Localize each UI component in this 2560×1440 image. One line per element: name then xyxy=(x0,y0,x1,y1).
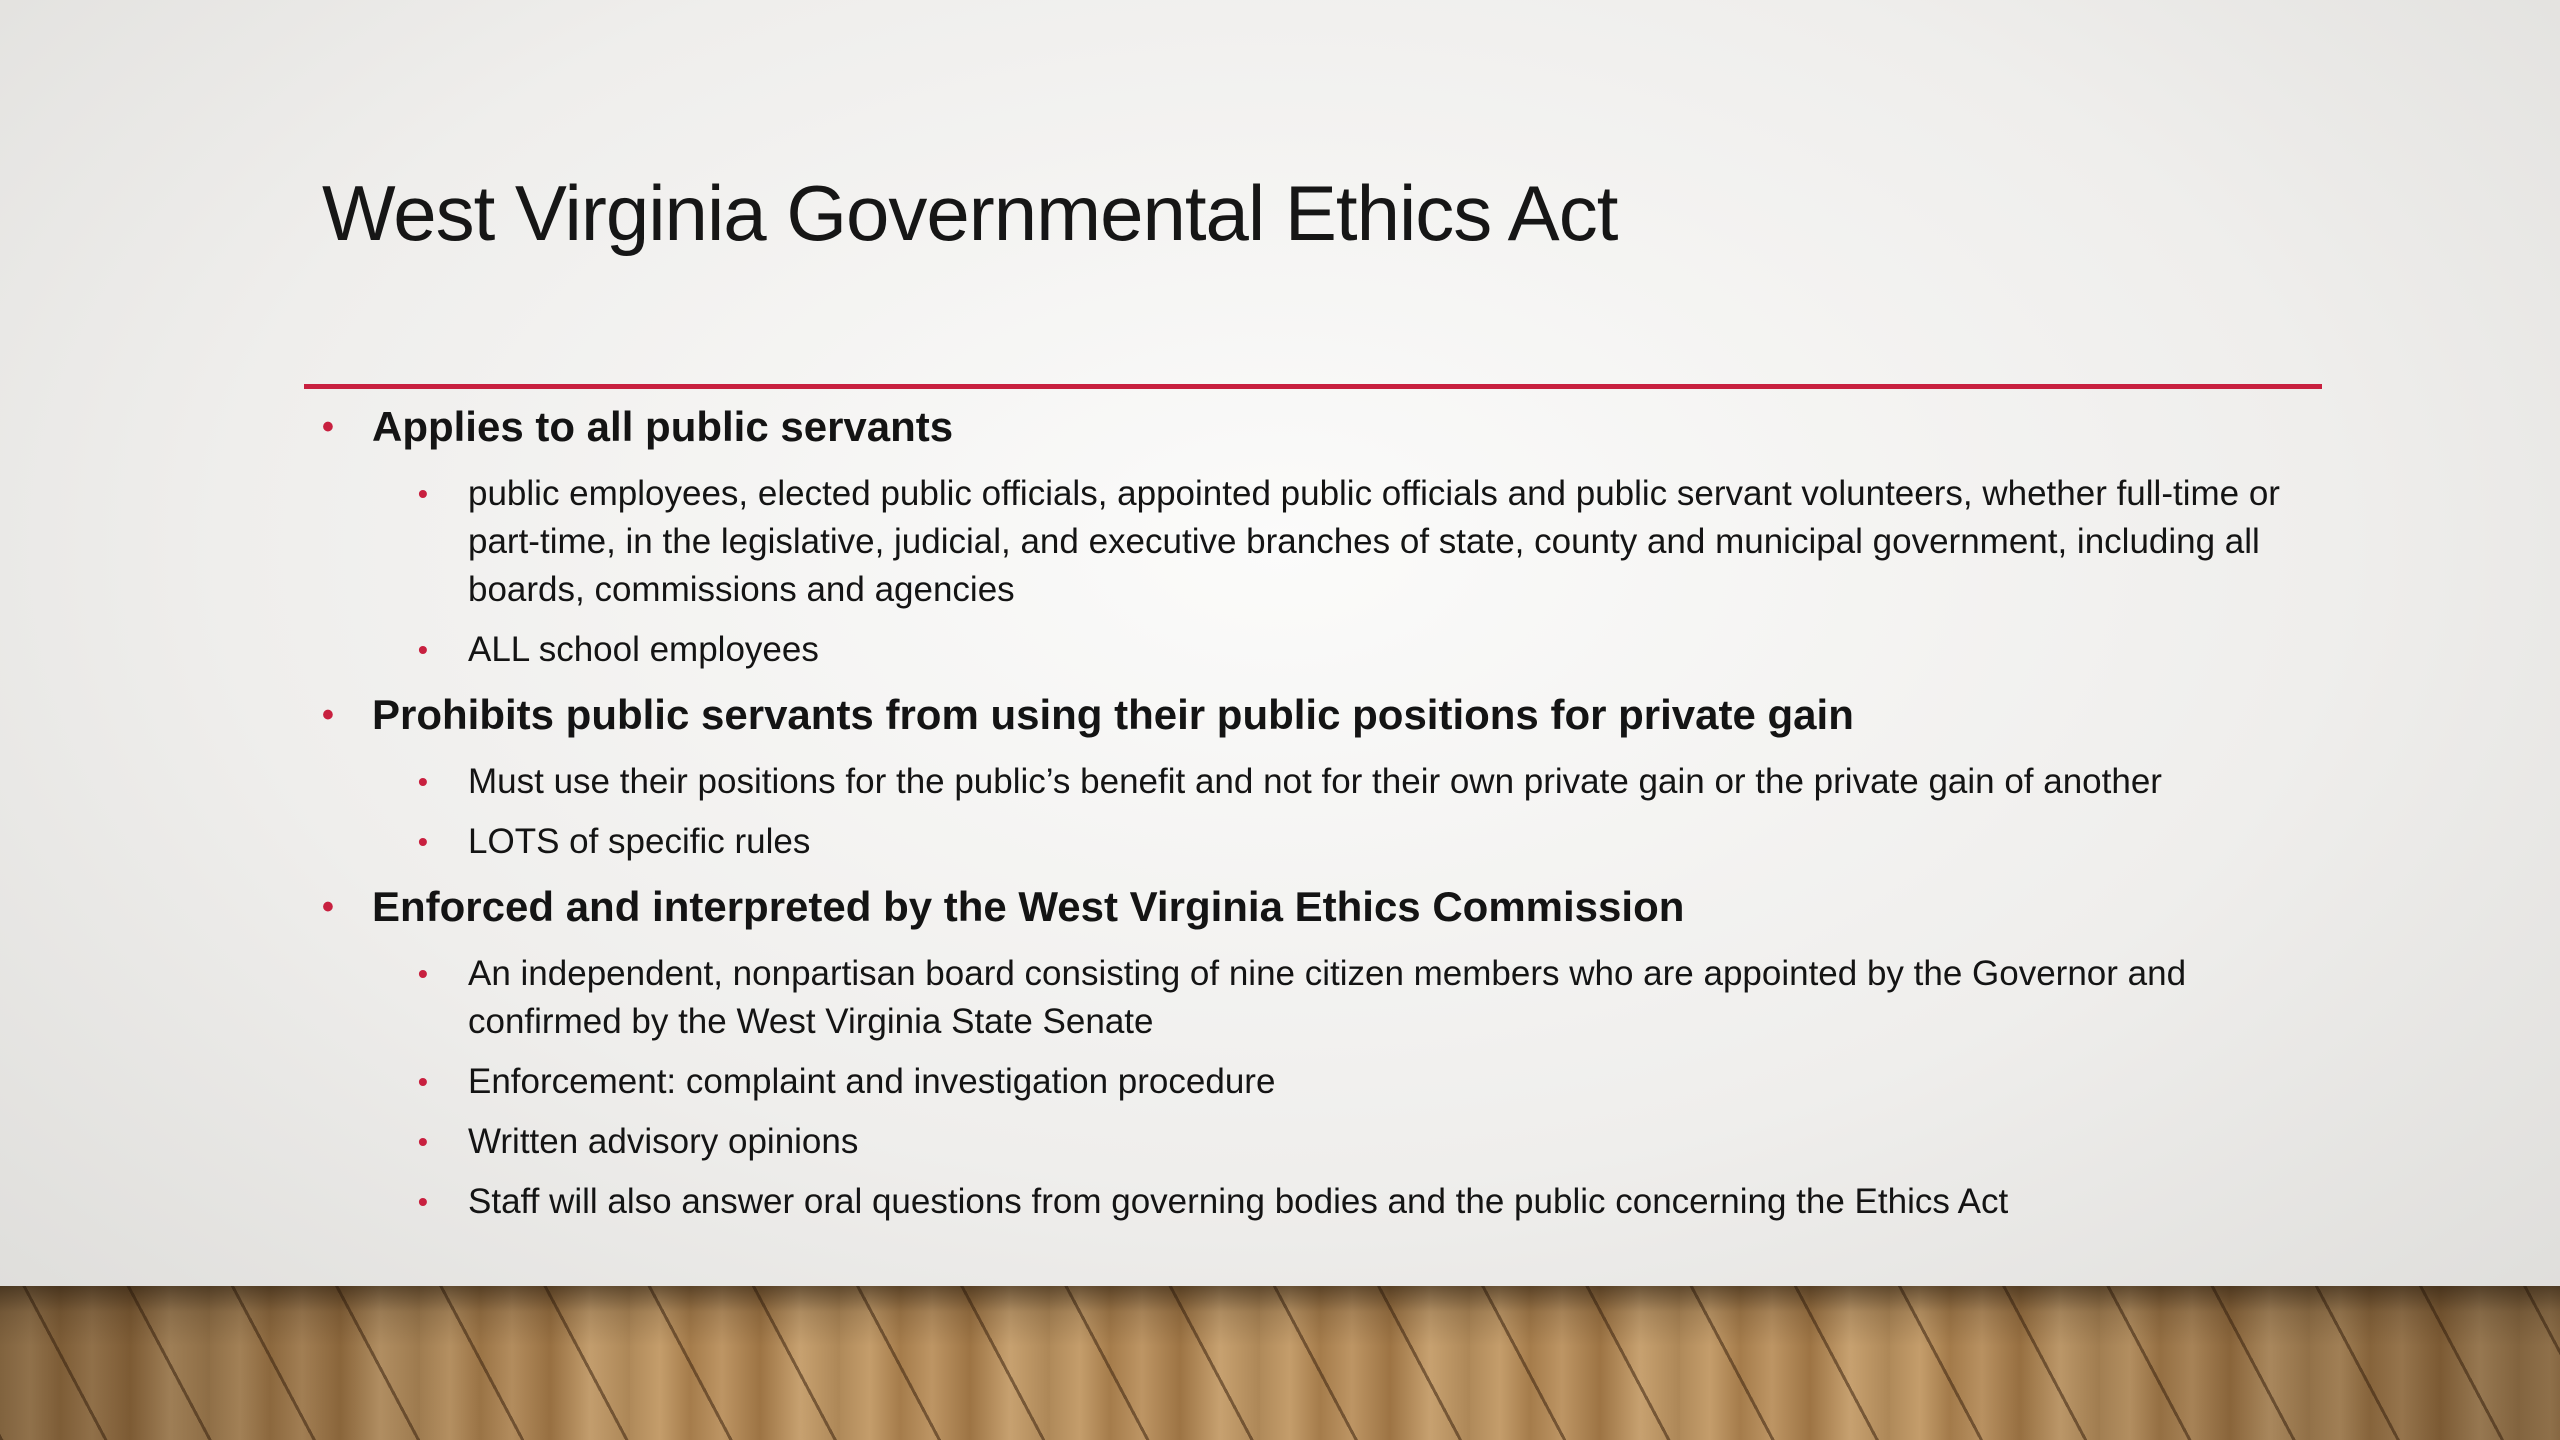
bullet-item-text: Must use their positions for the public’s benefit and not for their own private gain or the private gain of another xyxy=(468,762,2162,801)
bullet-item xyxy=(322,1118,2282,1166)
bullet-heading xyxy=(322,686,2282,744)
bullet-item-text: Enforcement: complaint and investigation procedure xyxy=(468,1062,1276,1101)
bullet-item xyxy=(322,626,2282,674)
bullet-item xyxy=(322,758,2282,806)
bullet-item xyxy=(322,1178,2282,1226)
bullet-heading xyxy=(322,878,2282,936)
bullet-item-text: LOTS of specific rules xyxy=(468,822,811,861)
bullet-icon: • xyxy=(322,408,334,446)
bullet-item xyxy=(322,1058,2282,1106)
bullet-icon: • xyxy=(418,1186,428,1217)
bullet-icon: • xyxy=(418,634,428,665)
wood-floor-background xyxy=(0,1286,2560,1440)
bullet-icon: • xyxy=(322,696,334,734)
bullet-item-text: public employees, elected public officials, appointed public officials and public servant volunteers, whether full-time or part-time, in the legislative, judicial, and executive branches of state, county and municipal government, including all boards, commissions and agencies xyxy=(468,474,2280,609)
bullet-item xyxy=(322,470,2282,614)
bullet-heading-text: Prohibits public servants from using their public positions for private gain xyxy=(372,691,1854,738)
bullet-item-text: Staff will also answer oral questions from governing bodies and the public concerning the Ethics Act xyxy=(468,1182,2009,1221)
bullet-heading xyxy=(322,398,2282,456)
bullet-item-text: Written advisory opinions xyxy=(468,1122,859,1161)
bullet-item-text: ALL school employees xyxy=(468,630,819,669)
bullet-heading-text: Applies to all public servants xyxy=(372,403,954,450)
bullet-item xyxy=(322,818,2282,866)
bullet-icon: • xyxy=(418,1126,428,1157)
bullet-icon: • xyxy=(322,888,334,926)
bullet-item-text: An independent, nonpartisan board consisting of nine citizen members who are appointed by the Governor and confirmed by the West Virginia State Senate xyxy=(468,954,2187,1041)
title-divider xyxy=(304,384,2322,389)
bullet-icon: • xyxy=(418,958,428,989)
bullet-icon: • xyxy=(418,1066,428,1097)
bullet-icon: • xyxy=(418,766,428,797)
bullet-heading-text: Enforced and interpreted by the West Virginia Ethics Commission xyxy=(372,883,1685,930)
bullet-icon: • xyxy=(418,478,428,509)
bullet-icon: • xyxy=(418,826,428,857)
floor-shadow xyxy=(0,1286,2560,1440)
slide-title: West Virginia Governmental Ethics Act xyxy=(322,169,1618,257)
bullet-item xyxy=(322,950,2282,1046)
slide-content xyxy=(322,398,2282,1226)
